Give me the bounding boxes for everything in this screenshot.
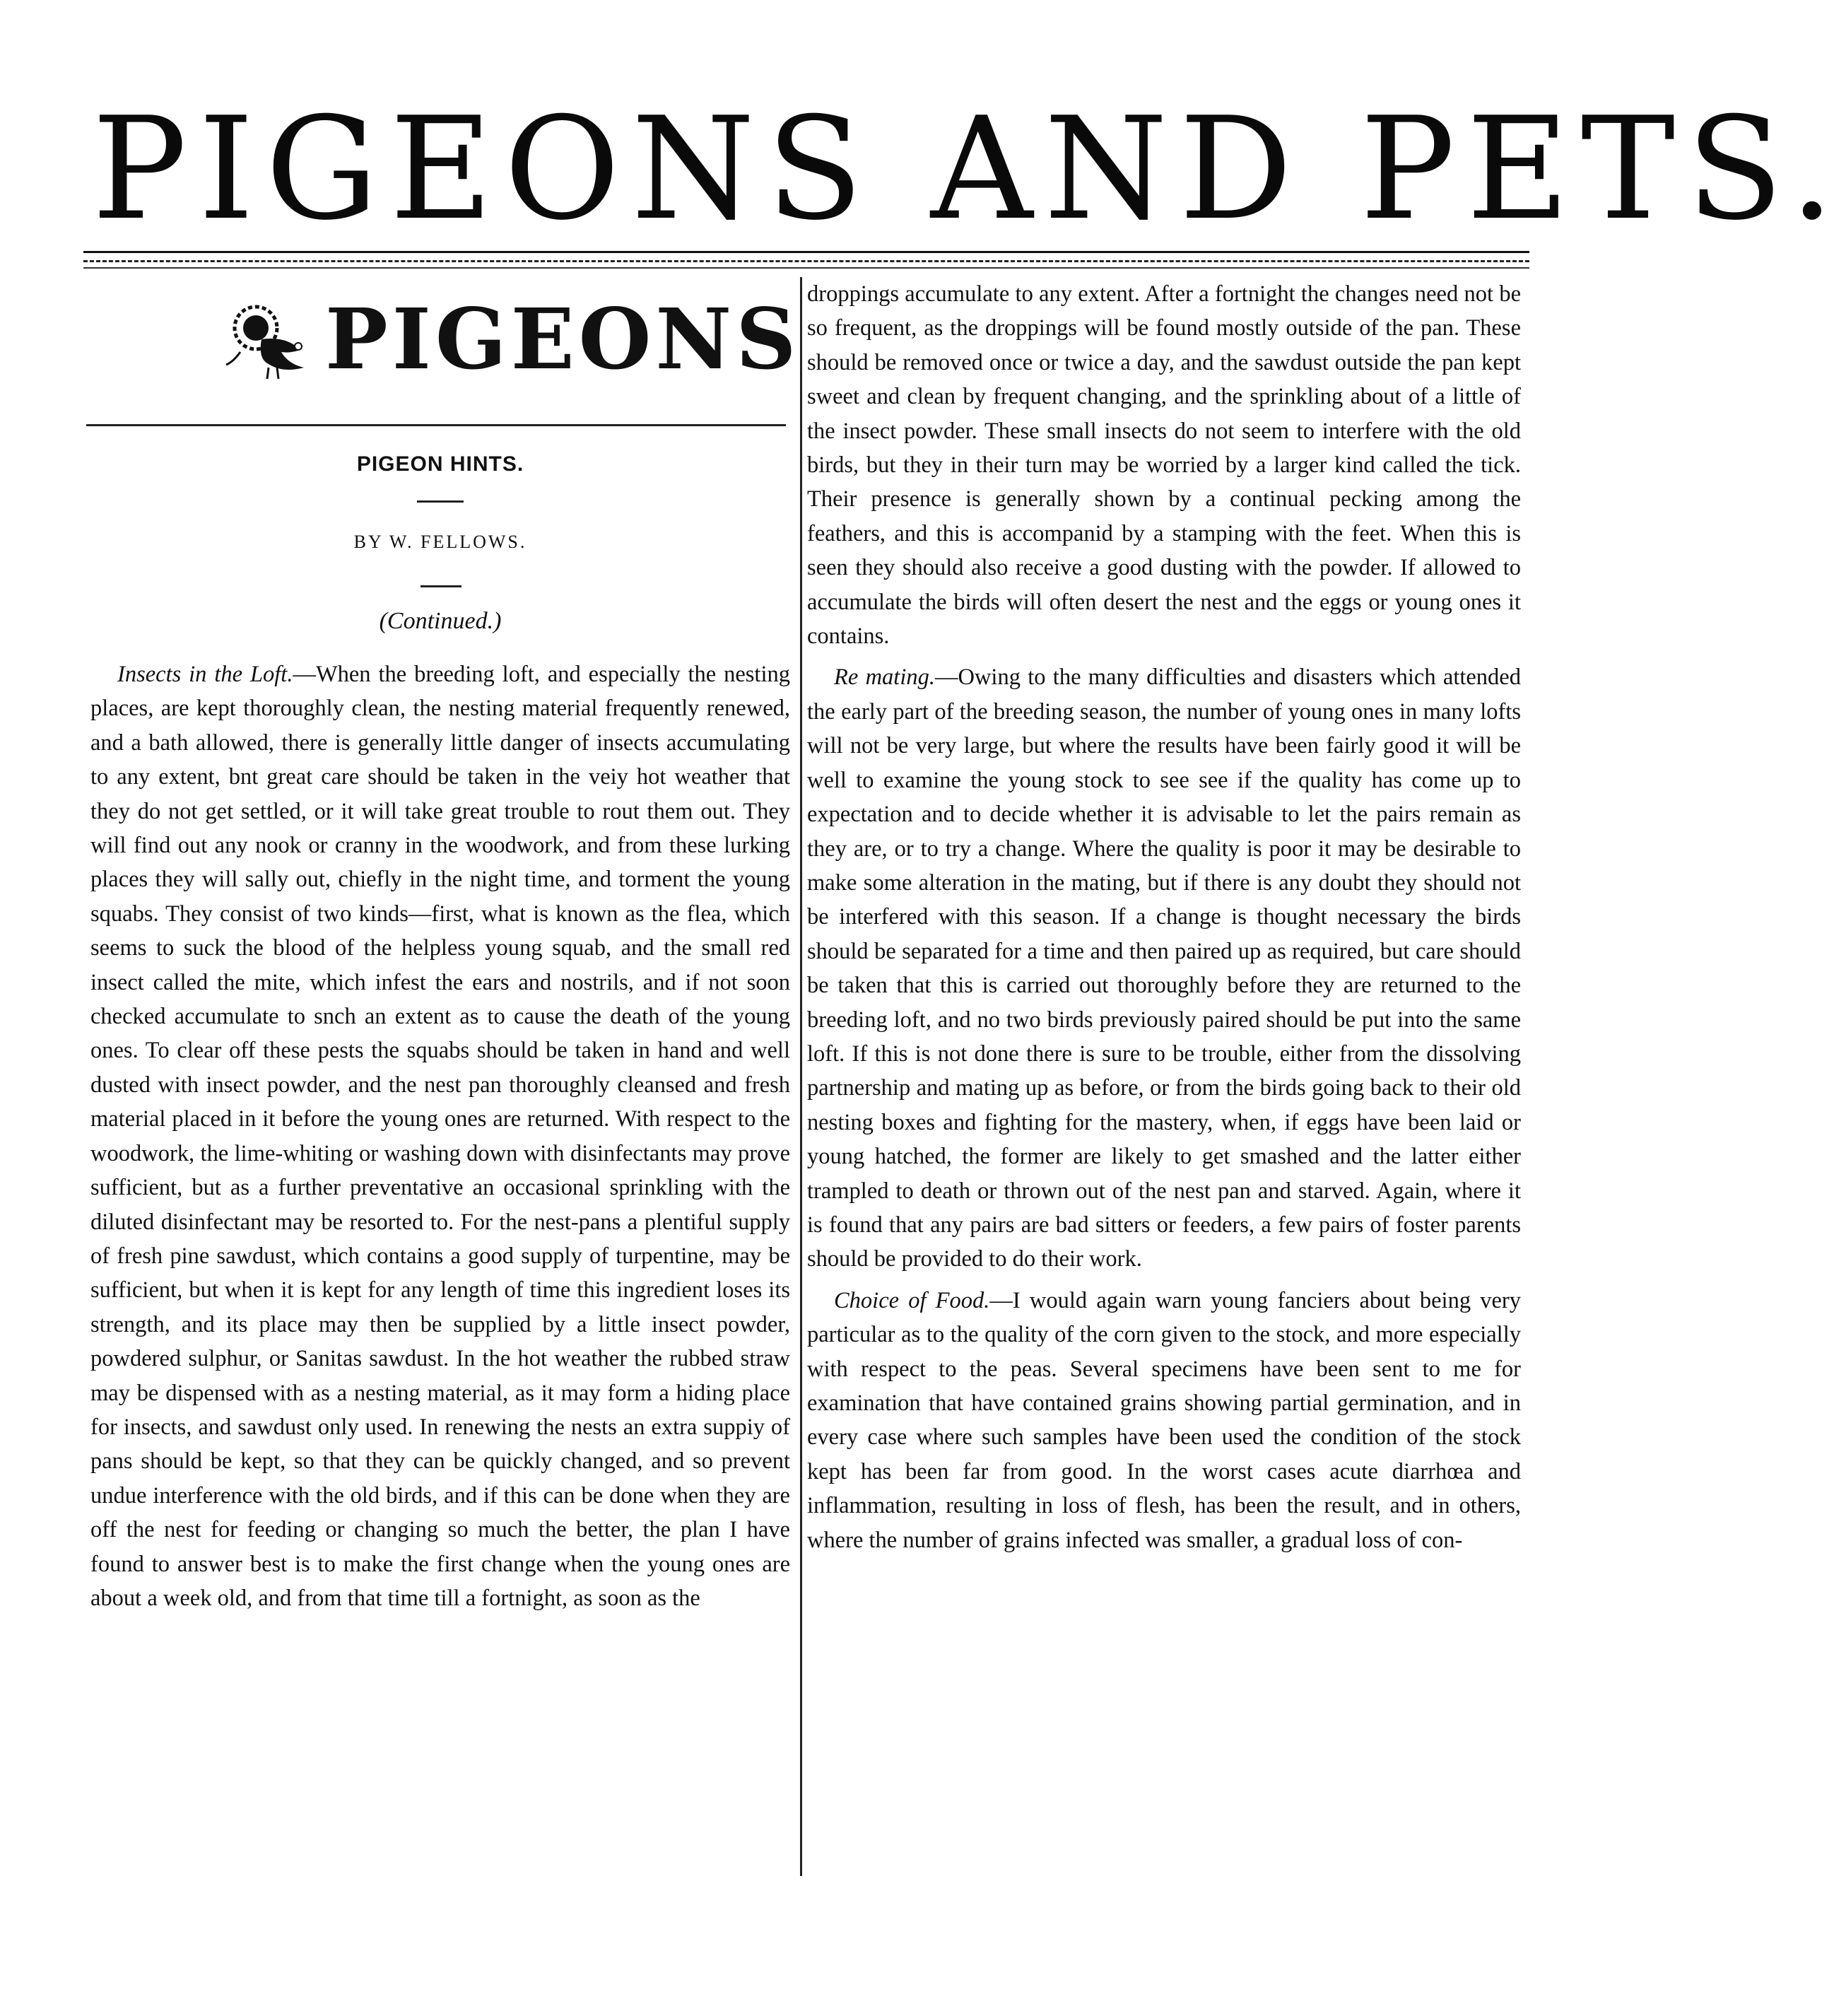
section-rule xyxy=(86,424,786,426)
masthead-rule xyxy=(83,251,1529,253)
paragraph-text: —Owing to the many difficulties and disasters which attended the early part of the breeding season, the number of young ones in many lofts will not be very large, but where the results have been fairly good it will be well to examine the young stock to see see if the quality has come up to expectation and to decide whether it is advisable to let the pairs remain as they are, or to try a change. Where the quality is poor it may be desirable to make some alteration in the mating, but if there is any doubt they should not be interfered with this season. If a change is thought necessary the birds should be separated for a time and then paired up as required, but care should be taken that this is carried out thoroughly before they are returned to the breeding loft, and no two birds previously paired should be put into the same loft. If this is not done there is sure to be trouble, either from the dissolving partnership and mating up as before, or from the birds going back to their old nesting boxes and fighting for the mastery, when, if eggs have been laid or young hatched, the former are likely to get smashed and the latter either trampled to death or thrown out of the nest pan and starved. Again, where it is found that any pairs are bad sitters or feeders, a few pairs of foster parents should be provided to do their work. xyxy=(807,664,1521,1272)
masthead-dashed-rule xyxy=(83,260,1529,262)
masthead-rule-lower xyxy=(83,267,1529,269)
byline-short-rule xyxy=(421,585,462,587)
paragraph-text: —I would again warn young fanciers about being very particular as to the quality of the corn given to the stock, and more especially with respect to the peas. Several specimens have been sent to me for examination that have contained grains showing partial germination, and in every case where such samples have been used the condition of the stock kept has been far from good. In the worst cases acute diarrhœa and inflammation, resulting in loss of flesh, has been the result, and in others, where the number of grains infected was smaller, a gradual loss of con- xyxy=(807,1287,1521,1553)
paragraph-text: —When the breeding loft, and especially the nesting places, are kept thoroughly clean, the nesting material frequently renewed, and a bath allowed, there is generally little danger of insects accumulating to any extent, bnt great care should be taken in the veiy hot weather that they do not get settled, or it will take great trouble to rout them out. They will find out any nook or cranny in the woodwork, and from these lurking places they will sally out, chiefly in the night time, and torment the young squabs. They consist of two kinds—first, what is known as the flea, which seems to suck the blood of the helpless young squab, and the small red insect called the mite, which infest the ears and nostrils, and if not soon checked accumulate to snch an extent as to cause the death of the young ones. To clear off these pests the squabs should be taken in hand and well dusted with insect powder, and the nest pan thoroughly cleansed and fresh material placed in it before the young ones are returned. With respect to the woodwork, the lime-whiting or washing down with disinfectants may prove sufficient, but as a further preventative an occasional sprinkling with the diluted disinfectant may be resorted to. For the nest-pans a plentiful supply of fresh pine sawdust, which contains a good supply of turpentine, may be sufficient, but when it is kept for any length of time this ingredient loses its strength, and its place may then be supplied by a little insect powder, powdered sulphur, or Sanitas sawdust. In the hot weather the rubbed straw may be dispensed with as a nesting material, as it may form a hiding place for insects, and sawdust only used. In renewing the nests an extra suppiy of pans should be kept, so that they can be quickly changed, and so prevent undue interference with the old birds, and if this can be done when they are off the nest for feeding or changing so much the better, the plan I have found to answer best is to make the first change when the young ones are about a week old, and from that time till a fortnight, as soon as the xyxy=(90,662,790,1611)
pigeon-icon xyxy=(219,297,325,382)
paragraph-remating xyxy=(807,660,1521,1276)
subheading-remating: Re mating. xyxy=(834,664,935,691)
section-heading: PIGEONS xyxy=(325,290,801,388)
section-logo xyxy=(219,290,801,388)
paragraph-continuation: droppings accumulate to any extent. After a fortnight the changes need not be so frequent, as the droppings will be found mostly outside of the pan. These should be removed once or twice a day, and the sawdust outside the pan kept sweet and clean by frequent changing, and the sprinkling about of a little of the insect powder. These small insects do not seem to interfere with the old birds, but they in their turn may be worried by a larger kind called the tick. Their presence is generally shown by a continual pecking among the feathers, and this is accompanid by a stamping with the feet. When this is seen they should also receive a good dusting with the powder. If allowed to accumulate the birds will often desert the nest and the eggs or young ones it contains. xyxy=(807,281,1521,650)
subheading-food: Choice of Food. xyxy=(834,1287,990,1313)
article-byline: BY W. FELLOWS. xyxy=(353,532,527,552)
title-short-rule xyxy=(417,500,464,503)
masthead-title: PIGEONS AND PETS. xyxy=(92,87,1846,252)
article-title: PIGEON HINTS. xyxy=(356,452,524,476)
right-column xyxy=(807,277,1521,1557)
paragraph-food xyxy=(807,1284,1521,1557)
continued-note: (Continued.) xyxy=(379,608,502,634)
left-column xyxy=(90,657,790,1615)
paragraph-insects xyxy=(90,657,790,1615)
subheading-insects: Insects in the Loft. xyxy=(117,662,293,687)
column-divider xyxy=(800,277,802,1876)
